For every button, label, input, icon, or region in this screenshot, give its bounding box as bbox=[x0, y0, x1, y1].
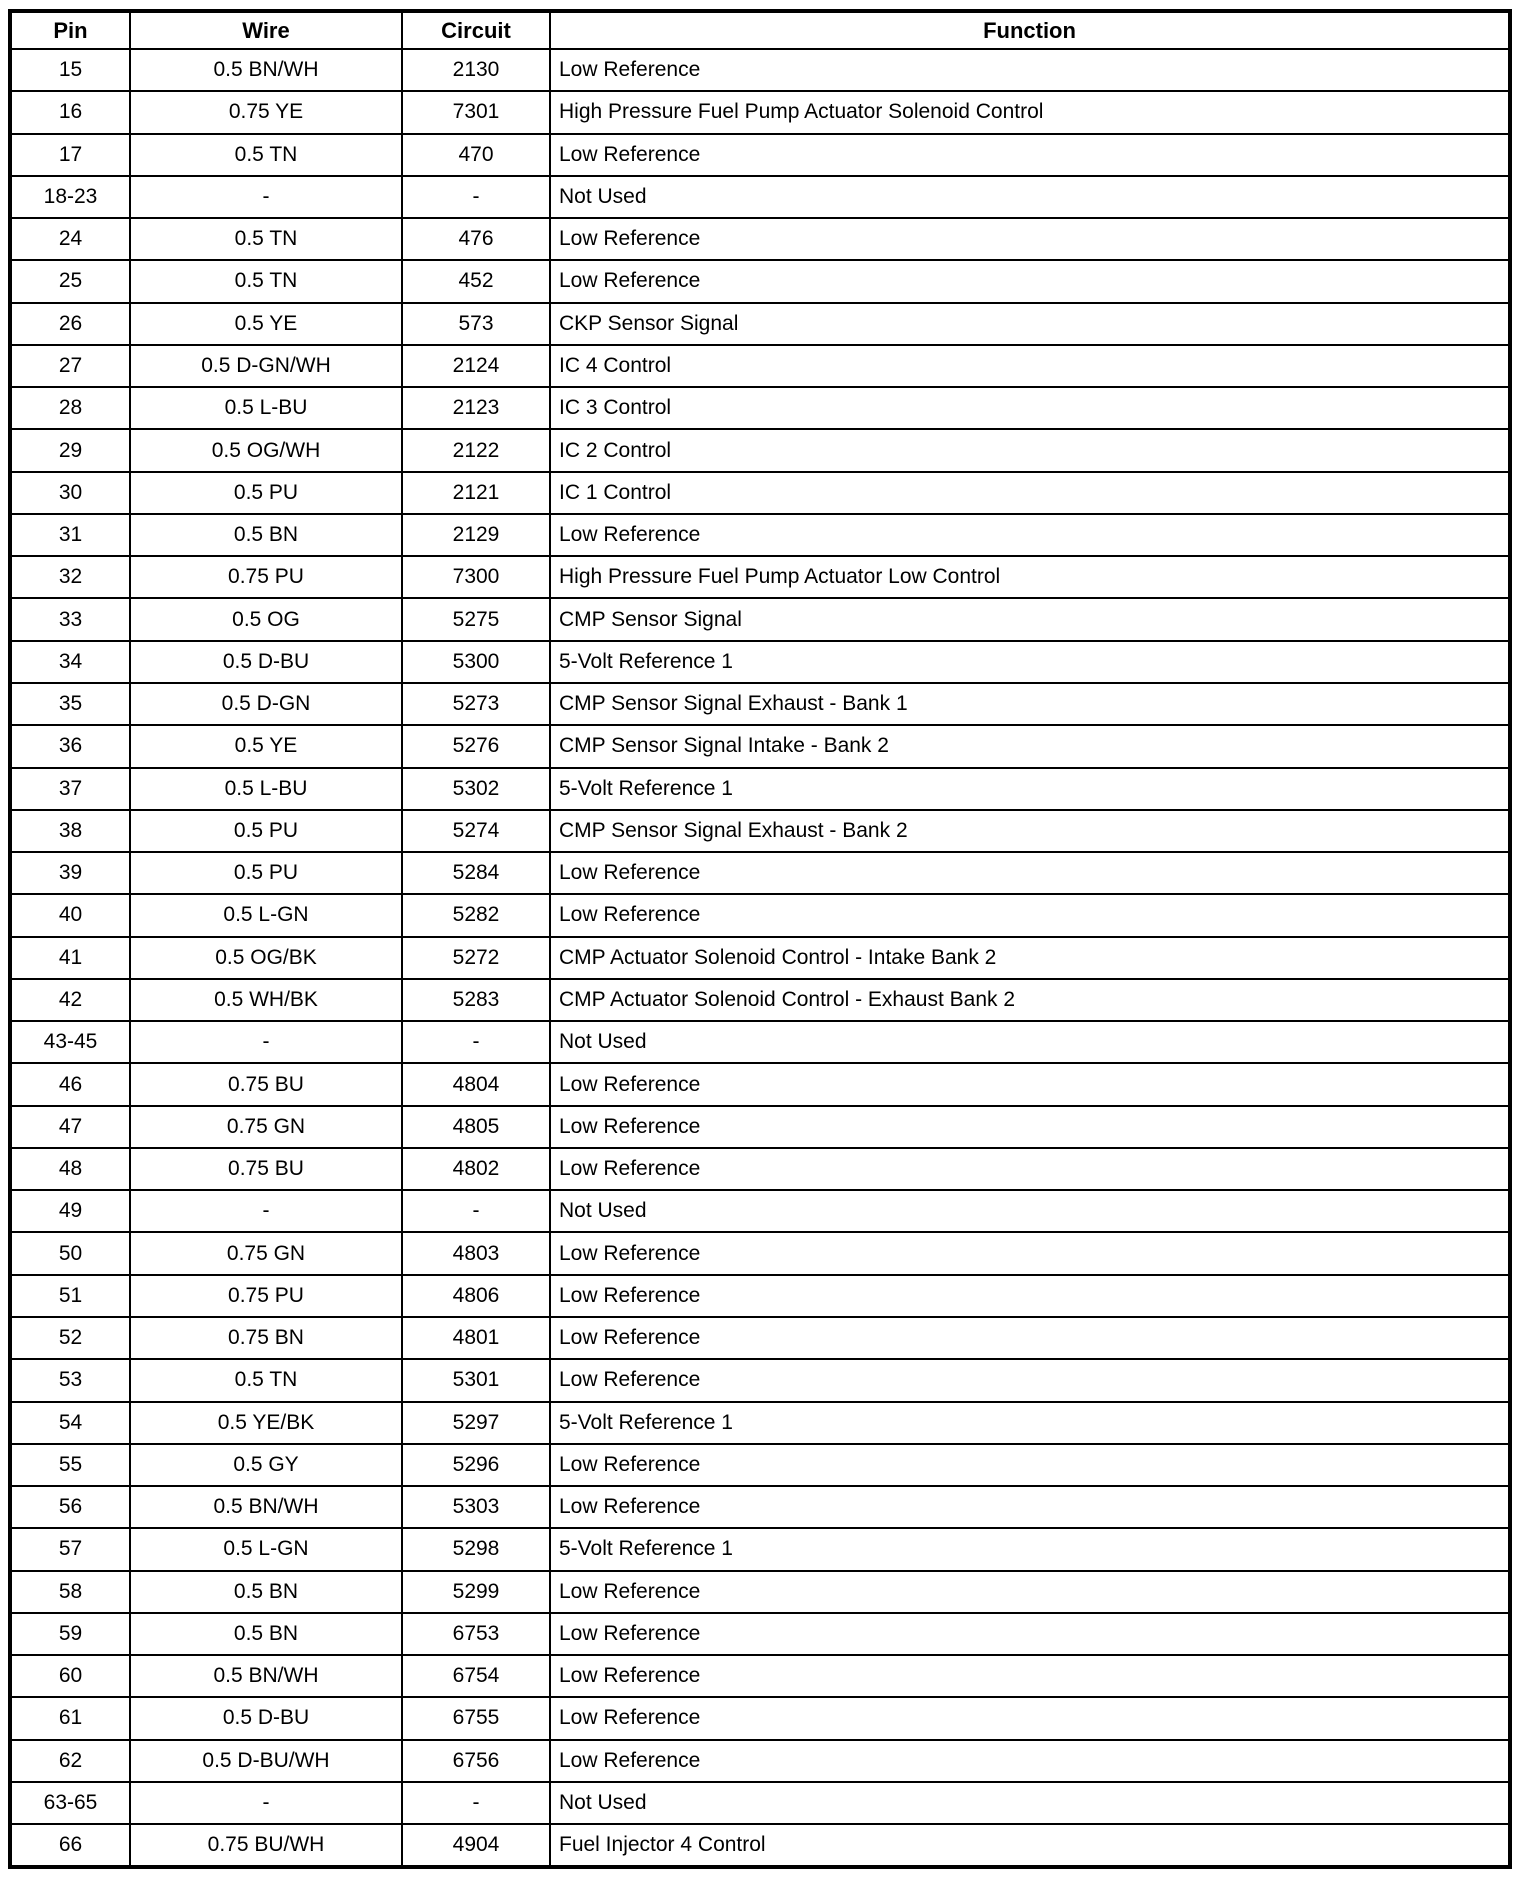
function-cell: CMP Sensor Signal bbox=[550, 598, 1510, 640]
wire-cell: 0.5 D-GN/WH bbox=[130, 345, 402, 387]
pin-cell: 35 bbox=[10, 683, 130, 725]
table-row bbox=[10, 1740, 1510, 1782]
wire-cell: 0.5 D-GN bbox=[130, 683, 402, 725]
table-body bbox=[10, 49, 1510, 1867]
circuit-cell: 2123 bbox=[402, 387, 550, 429]
pin-cell: 47 bbox=[10, 1106, 130, 1148]
table-row bbox=[10, 260, 1510, 302]
table-row bbox=[10, 387, 1510, 429]
pin-cell: 31 bbox=[10, 514, 130, 556]
pin-cell: 30 bbox=[10, 472, 130, 514]
circuit-cell: 4904 bbox=[402, 1824, 550, 1867]
circuit-cell: 5297 bbox=[402, 1402, 550, 1444]
circuit-cell: 7300 bbox=[402, 556, 550, 598]
pin-cell: 24 bbox=[10, 218, 130, 260]
col-header-pin: Pin bbox=[10, 11, 130, 49]
table-row bbox=[10, 429, 1510, 471]
pin-cell: 33 bbox=[10, 598, 130, 640]
function-cell: IC 4 Control bbox=[550, 345, 1510, 387]
circuit-cell: 2129 bbox=[402, 514, 550, 556]
circuit-cell: 6753 bbox=[402, 1613, 550, 1655]
circuit-cell: - bbox=[402, 176, 550, 218]
wire-cell: 0.5 OG bbox=[130, 598, 402, 640]
wire-cell: 0.75 PU bbox=[130, 556, 402, 598]
table-row bbox=[10, 810, 1510, 852]
circuit-cell: 470 bbox=[402, 134, 550, 176]
pin-cell: 26 bbox=[10, 303, 130, 345]
table-row bbox=[10, 894, 1510, 936]
function-cell: IC 2 Control bbox=[550, 429, 1510, 471]
wire-cell: - bbox=[130, 176, 402, 218]
function-cell: Low Reference bbox=[550, 1275, 1510, 1317]
pin-cell: 34 bbox=[10, 641, 130, 683]
table-row bbox=[10, 1402, 1510, 1444]
function-cell: Low Reference bbox=[550, 1148, 1510, 1190]
wire-cell: 0.5 TN bbox=[130, 1359, 402, 1401]
circuit-cell: - bbox=[402, 1021, 550, 1063]
function-cell: Low Reference bbox=[550, 1655, 1510, 1697]
circuit-cell: 2130 bbox=[402, 49, 550, 91]
wire-cell: - bbox=[130, 1782, 402, 1824]
function-cell: CMP Actuator Solenoid Control - Exhaust Bank 2 bbox=[550, 979, 1510, 1021]
circuit-cell: 4802 bbox=[402, 1148, 550, 1190]
circuit-cell: 2124 bbox=[402, 345, 550, 387]
pin-cell: 52 bbox=[10, 1317, 130, 1359]
function-cell: High Pressure Fuel Pump Actuator Low Control bbox=[550, 556, 1510, 598]
circuit-cell: 4804 bbox=[402, 1063, 550, 1105]
function-cell: CMP Sensor Signal Exhaust - Bank 1 bbox=[550, 683, 1510, 725]
function-cell: Low Reference bbox=[550, 1571, 1510, 1613]
wire-cell: 0.5 PU bbox=[130, 472, 402, 514]
function-cell: Fuel Injector 4 Control bbox=[550, 1824, 1510, 1867]
pin-cell: 32 bbox=[10, 556, 130, 598]
table-row bbox=[10, 1613, 1510, 1655]
pin-cell: 49 bbox=[10, 1190, 130, 1232]
col-header-function: Function bbox=[550, 11, 1510, 49]
function-cell: High Pressure Fuel Pump Actuator Solenoid Control bbox=[550, 91, 1510, 133]
wire-cell: 0.5 TN bbox=[130, 134, 402, 176]
table-row bbox=[10, 1021, 1510, 1063]
wire-cell: 0.5 L-BU bbox=[130, 387, 402, 429]
pin-cell: 59 bbox=[10, 1613, 130, 1655]
table-row bbox=[10, 683, 1510, 725]
wire-cell: 0.5 BN bbox=[130, 1571, 402, 1613]
circuit-cell: 5283 bbox=[402, 979, 550, 1021]
table-row bbox=[10, 472, 1510, 514]
col-header-wire: Wire bbox=[130, 11, 402, 49]
function-cell: CMP Actuator Solenoid Control - Intake Bank 2 bbox=[550, 937, 1510, 979]
pin-cell: 55 bbox=[10, 1444, 130, 1486]
function-cell: Low Reference bbox=[550, 1444, 1510, 1486]
pin-cell: 39 bbox=[10, 852, 130, 894]
function-cell: CMP Sensor Signal Exhaust - Bank 2 bbox=[550, 810, 1510, 852]
function-cell: Not Used bbox=[550, 176, 1510, 218]
table-row bbox=[10, 1317, 1510, 1359]
table-row bbox=[10, 768, 1510, 810]
wire-cell: - bbox=[130, 1190, 402, 1232]
circuit-cell: 5273 bbox=[402, 683, 550, 725]
pin-cell: 17 bbox=[10, 134, 130, 176]
table-row bbox=[10, 1359, 1510, 1401]
table-row bbox=[10, 176, 1510, 218]
table-row bbox=[10, 91, 1510, 133]
circuit-cell: 476 bbox=[402, 218, 550, 260]
wire-cell: 0.5 D-BU bbox=[130, 641, 402, 683]
table-row bbox=[10, 1106, 1510, 1148]
table-row bbox=[10, 1782, 1510, 1824]
pin-cell: 56 bbox=[10, 1486, 130, 1528]
pin-cell: 18-23 bbox=[10, 176, 130, 218]
circuit-cell: 5272 bbox=[402, 937, 550, 979]
function-cell: Low Reference bbox=[550, 1697, 1510, 1739]
pinout-table bbox=[8, 9, 1512, 1869]
wire-cell: 0.75 GN bbox=[130, 1232, 402, 1274]
pin-cell: 66 bbox=[10, 1824, 130, 1867]
function-cell: Low Reference bbox=[550, 1106, 1510, 1148]
function-cell: 5-Volt Reference 1 bbox=[550, 768, 1510, 810]
table-row bbox=[10, 345, 1510, 387]
wire-cell: 0.5 BN/WH bbox=[130, 1655, 402, 1697]
wire-cell: 0.5 BN/WH bbox=[130, 1486, 402, 1528]
table-row bbox=[10, 641, 1510, 683]
circuit-cell: 4806 bbox=[402, 1275, 550, 1317]
wire-cell: 0.5 BN/WH bbox=[130, 49, 402, 91]
function-cell: CMP Sensor Signal Intake - Bank 2 bbox=[550, 725, 1510, 767]
circuit-cell: - bbox=[402, 1782, 550, 1824]
pin-cell: 62 bbox=[10, 1740, 130, 1782]
pin-cell: 46 bbox=[10, 1063, 130, 1105]
table-row bbox=[10, 598, 1510, 640]
circuit-cell: 2122 bbox=[402, 429, 550, 471]
circuit-cell: 5284 bbox=[402, 852, 550, 894]
table-row bbox=[10, 1063, 1510, 1105]
pin-cell: 27 bbox=[10, 345, 130, 387]
circuit-cell: 452 bbox=[402, 260, 550, 302]
pin-cell: 36 bbox=[10, 725, 130, 767]
wire-cell: 0.75 BU bbox=[130, 1148, 402, 1190]
wire-cell: 0.5 L-GN bbox=[130, 894, 402, 936]
function-cell: Low Reference bbox=[550, 1359, 1510, 1401]
pin-cell: 53 bbox=[10, 1359, 130, 1401]
circuit-cell: 4801 bbox=[402, 1317, 550, 1359]
pin-cell: 51 bbox=[10, 1275, 130, 1317]
function-cell: Low Reference bbox=[550, 1317, 1510, 1359]
wire-cell: 0.5 WH/BK bbox=[130, 979, 402, 1021]
wire-cell: 0.5 D-BU/WH bbox=[130, 1740, 402, 1782]
pin-cell: 25 bbox=[10, 260, 130, 302]
table-row bbox=[10, 1528, 1510, 1570]
circuit-cell: 6756 bbox=[402, 1740, 550, 1782]
header-row bbox=[10, 11, 1510, 49]
circuit-cell: 7301 bbox=[402, 91, 550, 133]
function-cell: CKP Sensor Signal bbox=[550, 303, 1510, 345]
table-row bbox=[10, 1190, 1510, 1232]
circuit-cell: - bbox=[402, 1190, 550, 1232]
table-row bbox=[10, 979, 1510, 1021]
wire-cell: 0.5 YE/BK bbox=[130, 1402, 402, 1444]
table-row bbox=[10, 1824, 1510, 1867]
wire-cell: 0.5 BN bbox=[130, 1613, 402, 1655]
function-cell: Low Reference bbox=[550, 49, 1510, 91]
function-cell: Not Used bbox=[550, 1021, 1510, 1063]
circuit-cell: 5282 bbox=[402, 894, 550, 936]
table-row bbox=[10, 49, 1510, 91]
wire-cell: 0.5 PU bbox=[130, 810, 402, 852]
circuit-cell: 5300 bbox=[402, 641, 550, 683]
circuit-cell: 5302 bbox=[402, 768, 550, 810]
wire-cell: 0.5 YE bbox=[130, 725, 402, 767]
circuit-cell: 5274 bbox=[402, 810, 550, 852]
circuit-cell: 573 bbox=[402, 303, 550, 345]
wire-cell: 0.5 TN bbox=[130, 218, 402, 260]
wire-cell: 0.5 BN bbox=[130, 514, 402, 556]
wire-cell: - bbox=[130, 1021, 402, 1063]
pin-cell: 61 bbox=[10, 1697, 130, 1739]
wire-cell: 0.5 PU bbox=[130, 852, 402, 894]
pin-cell: 54 bbox=[10, 1402, 130, 1444]
circuit-cell: 2121 bbox=[402, 472, 550, 514]
table-row bbox=[10, 218, 1510, 260]
function-cell: Low Reference bbox=[550, 260, 1510, 302]
wire-cell: 0.75 GN bbox=[130, 1106, 402, 1148]
function-cell: Low Reference bbox=[550, 134, 1510, 176]
wire-cell: 0.75 BU/WH bbox=[130, 1824, 402, 1867]
circuit-cell: 4803 bbox=[402, 1232, 550, 1274]
table-row bbox=[10, 1697, 1510, 1739]
circuit-cell: 5299 bbox=[402, 1571, 550, 1613]
circuit-cell: 4805 bbox=[402, 1106, 550, 1148]
wire-cell: 0.75 BN bbox=[130, 1317, 402, 1359]
wire-cell: 0.5 GY bbox=[130, 1444, 402, 1486]
function-cell: Low Reference bbox=[550, 1613, 1510, 1655]
circuit-cell: 6755 bbox=[402, 1697, 550, 1739]
pin-cell: 38 bbox=[10, 810, 130, 852]
pin-cell: 43-45 bbox=[10, 1021, 130, 1063]
table-row bbox=[10, 1655, 1510, 1697]
circuit-cell: 5296 bbox=[402, 1444, 550, 1486]
function-cell: Not Used bbox=[550, 1190, 1510, 1232]
circuit-cell: 5275 bbox=[402, 598, 550, 640]
wire-cell: 0.5 TN bbox=[130, 260, 402, 302]
pin-cell: 57 bbox=[10, 1528, 130, 1570]
pin-cell: 15 bbox=[10, 49, 130, 91]
pin-cell: 29 bbox=[10, 429, 130, 471]
pin-cell: 48 bbox=[10, 1148, 130, 1190]
table-row bbox=[10, 937, 1510, 979]
function-cell: IC 3 Control bbox=[550, 387, 1510, 429]
table-row bbox=[10, 1444, 1510, 1486]
wire-cell: 0.5 OG/WH bbox=[130, 429, 402, 471]
circuit-cell: 5276 bbox=[402, 725, 550, 767]
function-cell: 5-Volt Reference 1 bbox=[550, 1402, 1510, 1444]
function-cell: Low Reference bbox=[550, 218, 1510, 260]
function-cell: Low Reference bbox=[550, 1486, 1510, 1528]
function-cell: Low Reference bbox=[550, 1740, 1510, 1782]
wire-cell: 0.75 BU bbox=[130, 1063, 402, 1105]
table-row bbox=[10, 1275, 1510, 1317]
pin-cell: 40 bbox=[10, 894, 130, 936]
table-row bbox=[10, 514, 1510, 556]
function-cell: 5-Volt Reference 1 bbox=[550, 1528, 1510, 1570]
table-row bbox=[10, 303, 1510, 345]
pin-cell: 50 bbox=[10, 1232, 130, 1274]
pin-cell: 63-65 bbox=[10, 1782, 130, 1824]
pin-cell: 42 bbox=[10, 979, 130, 1021]
circuit-cell: 6754 bbox=[402, 1655, 550, 1697]
table-row bbox=[10, 1148, 1510, 1190]
wire-cell: 0.75 YE bbox=[130, 91, 402, 133]
circuit-cell: 5301 bbox=[402, 1359, 550, 1401]
wire-cell: 0.5 L-GN bbox=[130, 1528, 402, 1570]
table-row bbox=[10, 725, 1510, 767]
table-row bbox=[10, 1232, 1510, 1274]
table-row bbox=[10, 1486, 1510, 1528]
function-cell: IC 1 Control bbox=[550, 472, 1510, 514]
function-cell: Low Reference bbox=[550, 894, 1510, 936]
table-row bbox=[10, 556, 1510, 598]
table-row bbox=[10, 1571, 1510, 1613]
wire-cell: 0.5 D-BU bbox=[130, 1697, 402, 1739]
wire-cell: 0.75 PU bbox=[130, 1275, 402, 1317]
pin-cell: 16 bbox=[10, 91, 130, 133]
function-cell: Low Reference bbox=[550, 514, 1510, 556]
wire-cell: 0.5 YE bbox=[130, 303, 402, 345]
circuit-cell: 5303 bbox=[402, 1486, 550, 1528]
wire-cell: 0.5 OG/BK bbox=[130, 937, 402, 979]
pin-cell: 41 bbox=[10, 937, 130, 979]
circuit-cell: 5298 bbox=[402, 1528, 550, 1570]
pin-cell: 28 bbox=[10, 387, 130, 429]
function-cell: Low Reference bbox=[550, 1232, 1510, 1274]
wire-cell: 0.5 L-BU bbox=[130, 768, 402, 810]
pin-cell: 60 bbox=[10, 1655, 130, 1697]
function-cell: 5-Volt Reference 1 bbox=[550, 641, 1510, 683]
function-cell: Low Reference bbox=[550, 1063, 1510, 1105]
function-cell: Not Used bbox=[550, 1782, 1510, 1824]
pin-cell: 58 bbox=[10, 1571, 130, 1613]
function-cell: Low Reference bbox=[550, 852, 1510, 894]
pin-cell: 37 bbox=[10, 768, 130, 810]
table-row bbox=[10, 852, 1510, 894]
table-row bbox=[10, 134, 1510, 176]
col-header-circuit: Circuit bbox=[402, 11, 550, 49]
